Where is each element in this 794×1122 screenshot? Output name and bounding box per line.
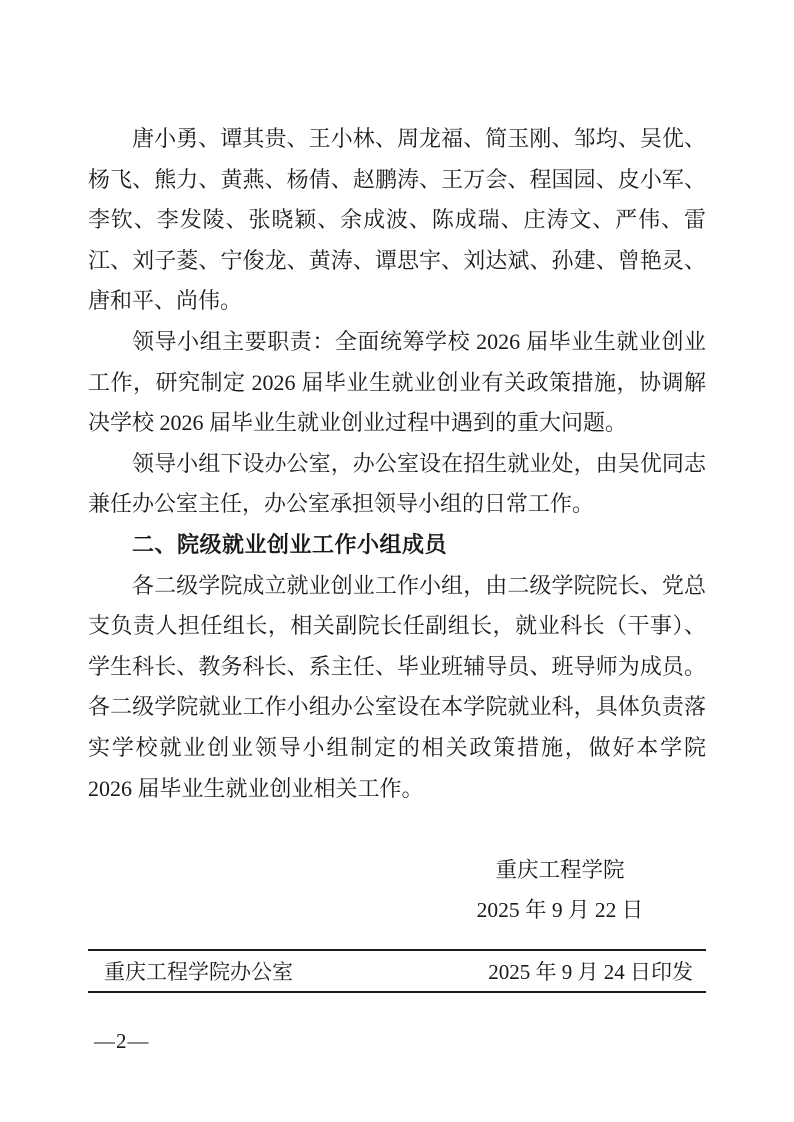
document-body: [88, 119, 706, 931]
footer-print-date: 2025 年 9 月 24 日印发: [488, 960, 693, 984]
signature-organization: 重庆工程学院: [495, 857, 625, 882]
section-heading-college-work-group: 二、院级就业创业工作小组成员: [132, 531, 448, 557]
page-number: —2—: [94, 1029, 150, 1053]
paragraph-leading-group-members: 唐小勇、谭其贵、王小林、周龙福、简玉刚、邹均、吴优、杨飞、熊力、黄燕、杨倩、赵鹏涛、王万会、程国园、皮小军、李钦、李发陵、张晓颖、余成波、陈成瑞、庄涛文、严伟、雷江、刘子菱、宁俊龙、黄涛、谭思宇、刘达斌、孙建、曾艳灵、唐和平、尚伟。: [88, 126, 706, 314]
paragraph-college-work-groups: 各二级学院成立就业创业工作小组，由二级学院院长、党总支负责人担任组长，相关副院长任副组长，就业科长（干事）、学生科长、教务科长、系主任、毕业班辅导员、班导师为成员。各二级学院就业工作小组办公室设在本学院就业科，具体负责落实学校就业创业领导小组制定的相关政策措施，做好本学院 2026 届毕业生就业创业相关工作。: [88, 572, 706, 801]
footer-issuer: 重庆工程学院办公室: [104, 960, 293, 984]
paragraph-leading-group-duties: 领导小组主要职责：全面统筹学校 2026 届毕业生就业创业工作，研究制定 2026 届毕业生就业创业有关政策措施，协调解决学校 2026 届毕业生就业创业过程中遇到的重大问题。: [88, 328, 706, 436]
footer-imprint-bar: [88, 949, 706, 993]
paragraph-leading-group-office: 领导小组下设办公室，办公室设在招生就业处，由吴优同志兼任办公室主任，办公室承担领导小组的日常工作。: [88, 450, 706, 517]
signature-block: [445, 850, 675, 931]
signature-date: 2025 年 9 月 22 日: [476, 898, 644, 923]
